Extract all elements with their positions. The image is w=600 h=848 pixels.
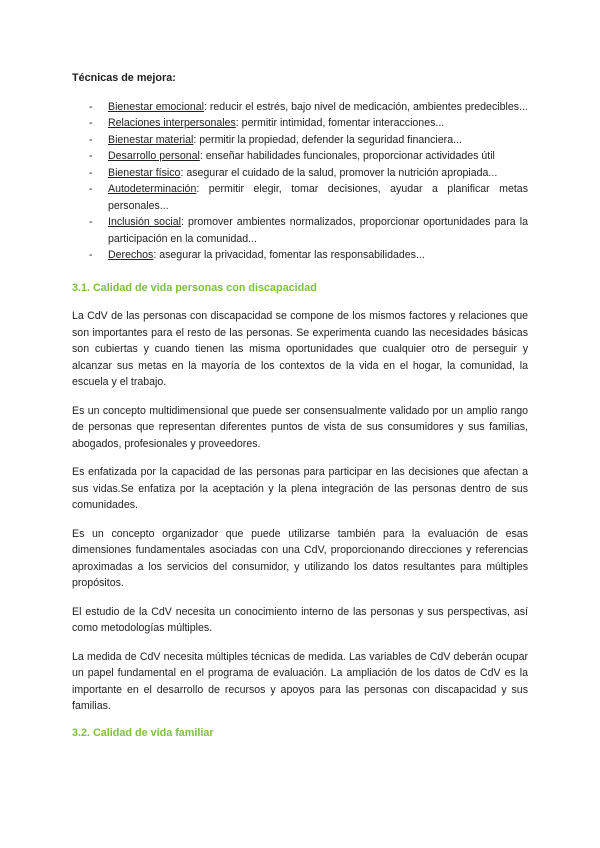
paragraph: El estudio de la CdV necesita un conocimiento interno de las personas y sus perspectivas, así como metodologías múltiples. — [72, 605, 528, 634]
list-item — [72, 181, 528, 214]
list-item-text: : permitir intimidad, fomentar interacciones... — [235, 117, 445, 129]
list-item — [72, 165, 528, 182]
list-item-term: Bienestar emocional — [108, 100, 204, 113]
dash-bullet: - — [89, 133, 93, 146]
techniques-list — [72, 99, 528, 264]
document-page — [72, 70, 528, 753]
list-item — [72, 132, 528, 149]
list-item-term: Relaciones interpersonales — [108, 117, 236, 129]
dash-bullet: - — [89, 216, 93, 228]
list-item-term: Desarrollo personal — [108, 150, 200, 162]
list-item-term: Derechos — [108, 249, 154, 261]
paragraph: Es un concepto organizador que puede utilizarse también para la evaluación de esas dimensiones fundamentales asociadas con una CdV, proporcionando direcciones y referencias aproximadas a los servicios del consumidor, y utilizando los datos resultantes para múltiples propósitos. — [72, 527, 528, 589]
list-item-text: : permitir la propiedad, defender la seguridad financiera... — [193, 133, 462, 146]
section-heading-3-1: 3.1. Calidad de vida personas con discapacidad — [72, 281, 317, 294]
list-item-term: Inclusión social — [108, 216, 181, 228]
list-item — [72, 247, 528, 264]
paragraph: La CdV de las personas con discapacidad se compone de los mismos factores y relaciones que son importantes para el resto de las personas. Se experimenta cuando las necesidades básicas son cubiertas y cuando tienen las misma oportunidades que cualquier otro de perseguir y alcanzar sus metas en la mayoría de los contextos de la vida en el hogar, la comunidad, la escuela y el trabajo. — [72, 310, 528, 388]
list-item — [72, 214, 528, 247]
list-item-term: Autodeterminación — [108, 183, 197, 195]
dash-bullet: - — [89, 100, 93, 113]
list-item-text: : asegurar la privacidad, fomentar las responsabilidades... — [153, 249, 425, 261]
list-item-term: Bienestar material — [108, 133, 194, 146]
list-item — [72, 115, 528, 132]
section-heading-3-2: 3.2. Calidad de vida familiar — [72, 726, 214, 739]
dash-bullet: - — [89, 166, 93, 179]
list-item — [72, 148, 528, 165]
paragraph: Es un concepto multidimensional que puede ser consensualmente validado por un amplio rango de personas que representan diferentes puntos de vista de sus consumidores y sus familias, abogados, profesionales y proveedores. — [72, 404, 528, 450]
dash-bullet: - — [89, 249, 93, 261]
dash-bullet: - — [89, 183, 93, 195]
list-item-text: : enseñar habilidades funcionales, proporcionar actividades útil — [199, 150, 495, 162]
paragraph: Es enfatizada por la capacidad de las personas para participar en las decisiones que afectan a sus vidas.Se enfatiza por la aceptación y la plena integración de las personas dentro de sus comunidades. — [72, 466, 528, 511]
list-item — [72, 99, 528, 116]
paragraph: La medida de CdV necesita múltiples técnicas de medida. Las variables de CdV deberán ocupar un papel fundamental en el programa de evaluación. La ampliación de los datos de CdV es la importante en el desarrollo de recursos y apoyos para las personas con discapacidad y sus familias. — [72, 650, 528, 712]
list-item-text: : promover ambientes normalizados, proporcionar oportunidades para la participación en la comunidad... — [108, 216, 529, 245]
list-item-text: : reducir el estrés, bajo nivel de medicación, ambientes predecibles... — [204, 100, 528, 113]
dash-bullet: - — [89, 117, 93, 129]
list-item-term: Bienestar físico — [108, 166, 181, 179]
list-item-text: : asegurar el cuidado de la salud, promover la nutrición apropiada... — [180, 166, 498, 179]
dash-bullet: - — [89, 150, 93, 162]
list-item-text: : permitir elegir, tomar decisiones, ayudar a planificar metas personales... — [108, 183, 528, 212]
techniques-heading: Técnicas de mejora: — [72, 72, 176, 84]
